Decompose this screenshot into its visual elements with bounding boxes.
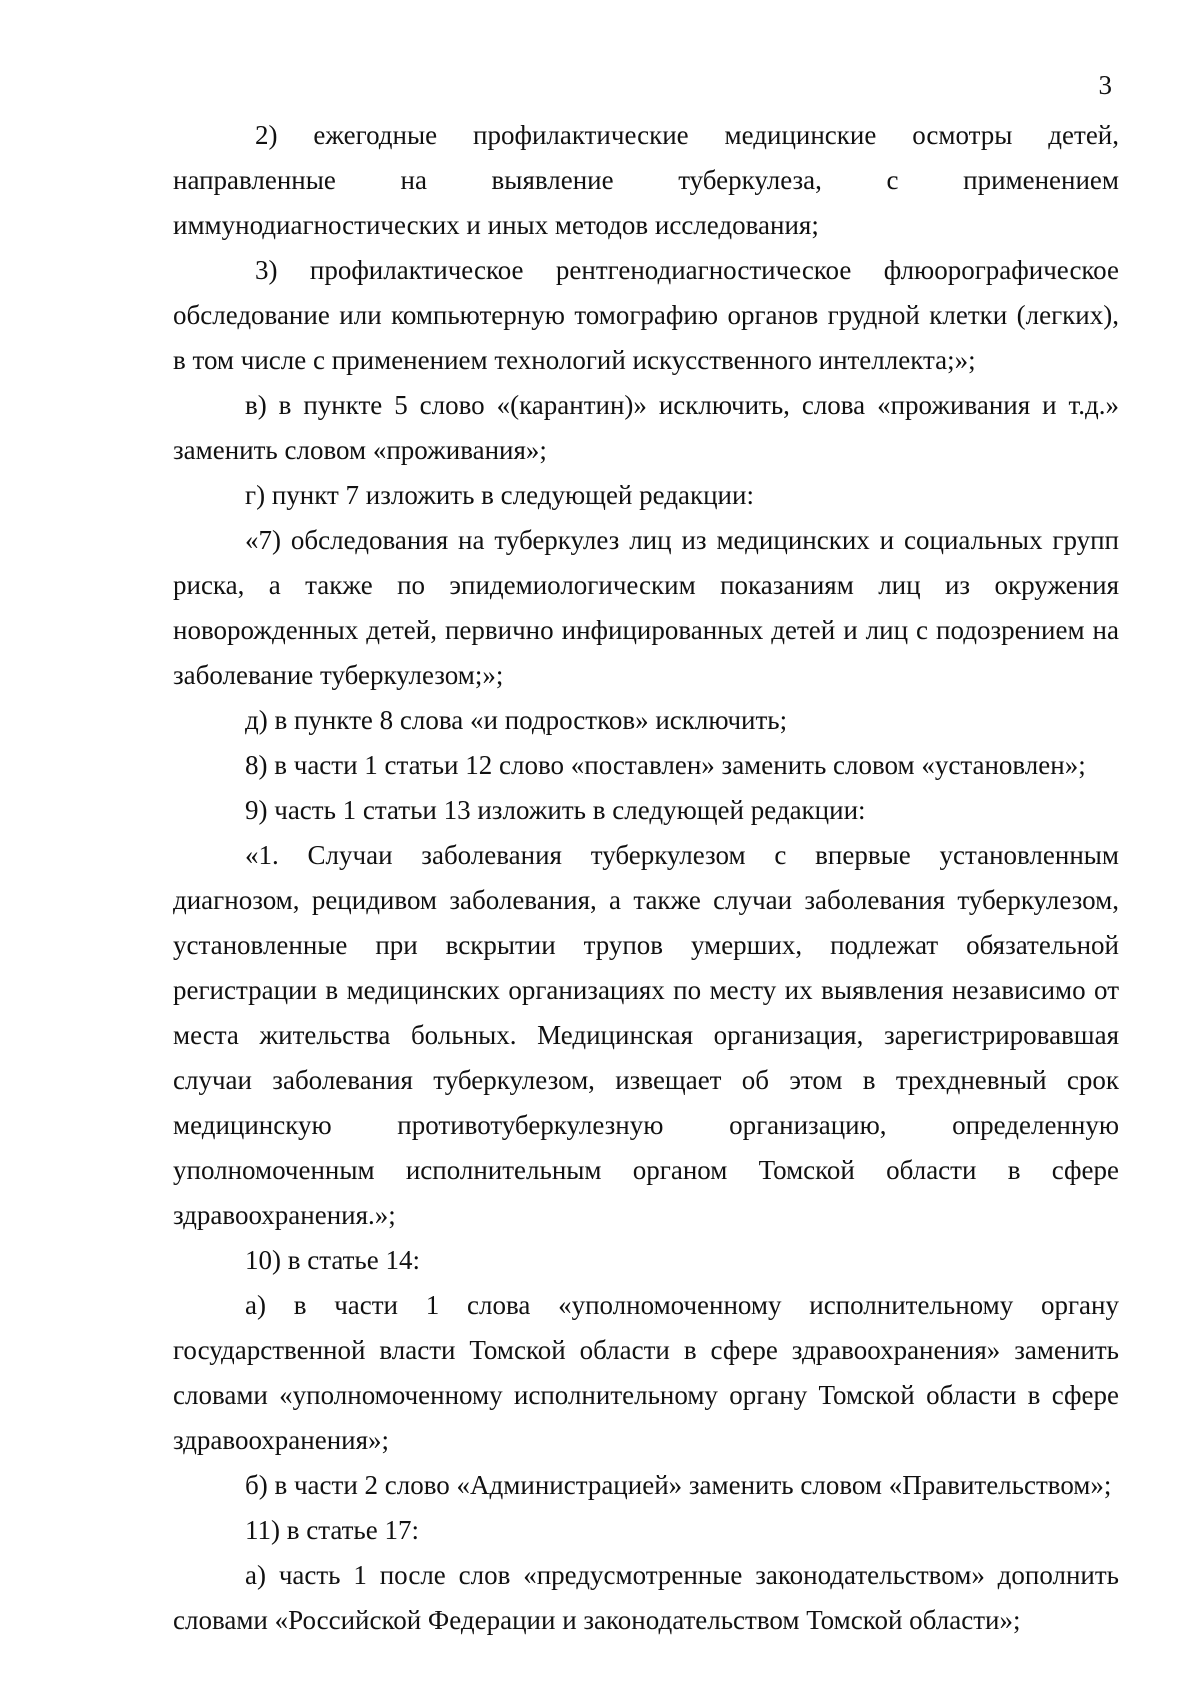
paragraph-item-8: 8) в части 1 статьи 12 слово «поставлен» заменить словом «установлен»; — [245, 750, 1086, 780]
paragraph-a-17: а) часть 1 после слов «предусмотренные законодательством» дополнить словами «Российской Федерации и законодательством Томской области»; — [173, 1560, 1119, 1635]
paragraph-b-14: б) в части 2 слово «Администрацией» заменить словом «Правительством»; — [245, 1470, 1112, 1500]
paragraph-item-10: 10) в статье 14: — [245, 1245, 420, 1275]
paragraph-quote-1: «1. Случаи заболевания туберкулезом с впервые установленным диагнозом, рецидивом заболевания, а также случаи заболевания туберкулезом, установленные при вскрытии трупов умерших, подлежат обязательной регистрации в медицинских организациях по месту их выявления независимо от места жительства больных. Медицинская организация, зарегистрировавшая случаи заболевания туберкулезом, извещает об этом в трехдневный срок медицинскую противотуберкулезную организацию, определенную уполномоченным исполнительным органом Томской области в сфере здравоохранения.»; — [173, 840, 1119, 1230]
page-number: 3 — [1098, 70, 1112, 100]
paragraph-item-9: 9) часть 1 статьи 13 изложить в следующей редакции: — [245, 795, 866, 825]
paragraph-v: в) в пункте 5 слово «(карантин)» исключить, слова «проживания и т.д.» заменить словом «проживания»; — [173, 390, 1119, 465]
document-body — [173, 113, 1119, 1643]
paragraph-g: г) пункт 7 изложить в следующей редакции: — [245, 480, 754, 510]
paragraph-item-11: 11) в статье 17: — [245, 1515, 419, 1545]
paragraph-item-2: 2) ежегодные профилактические медицинские осмотры детей, направленные на выявление туберкулеза, с применением иммунодиагностических и иных методов исследования; — [173, 120, 1119, 240]
paragraph-item-3: 3) профилактическое рентгенодиагностическое флюорографическое обследование или компьютерную томографию органов грудной клетки (легких), в том числе с применением технологий искусственного интеллекта;»; — [173, 255, 1119, 375]
paragraph-d: д) в пункте 8 слова «и подростков» исключить; — [245, 705, 788, 735]
paragraph-quote-7: «7) обследования на туберкулез лиц из медицинских и социальных групп риска, а также по эпидемиологическим показаниям лиц из окружения новорожденных детей, первично инфицированных детей и лиц с подозрением на заболевание туберкулезом;»; — [173, 525, 1119, 690]
paragraph-a-14: а) в части 1 слова «уполномоченному исполнительному органу государственной власти Томской области в сфере здравоохранения» заменить словами «уполномоченному исполнительному органу Томской области в сфере здравоохранения»; — [173, 1290, 1119, 1455]
